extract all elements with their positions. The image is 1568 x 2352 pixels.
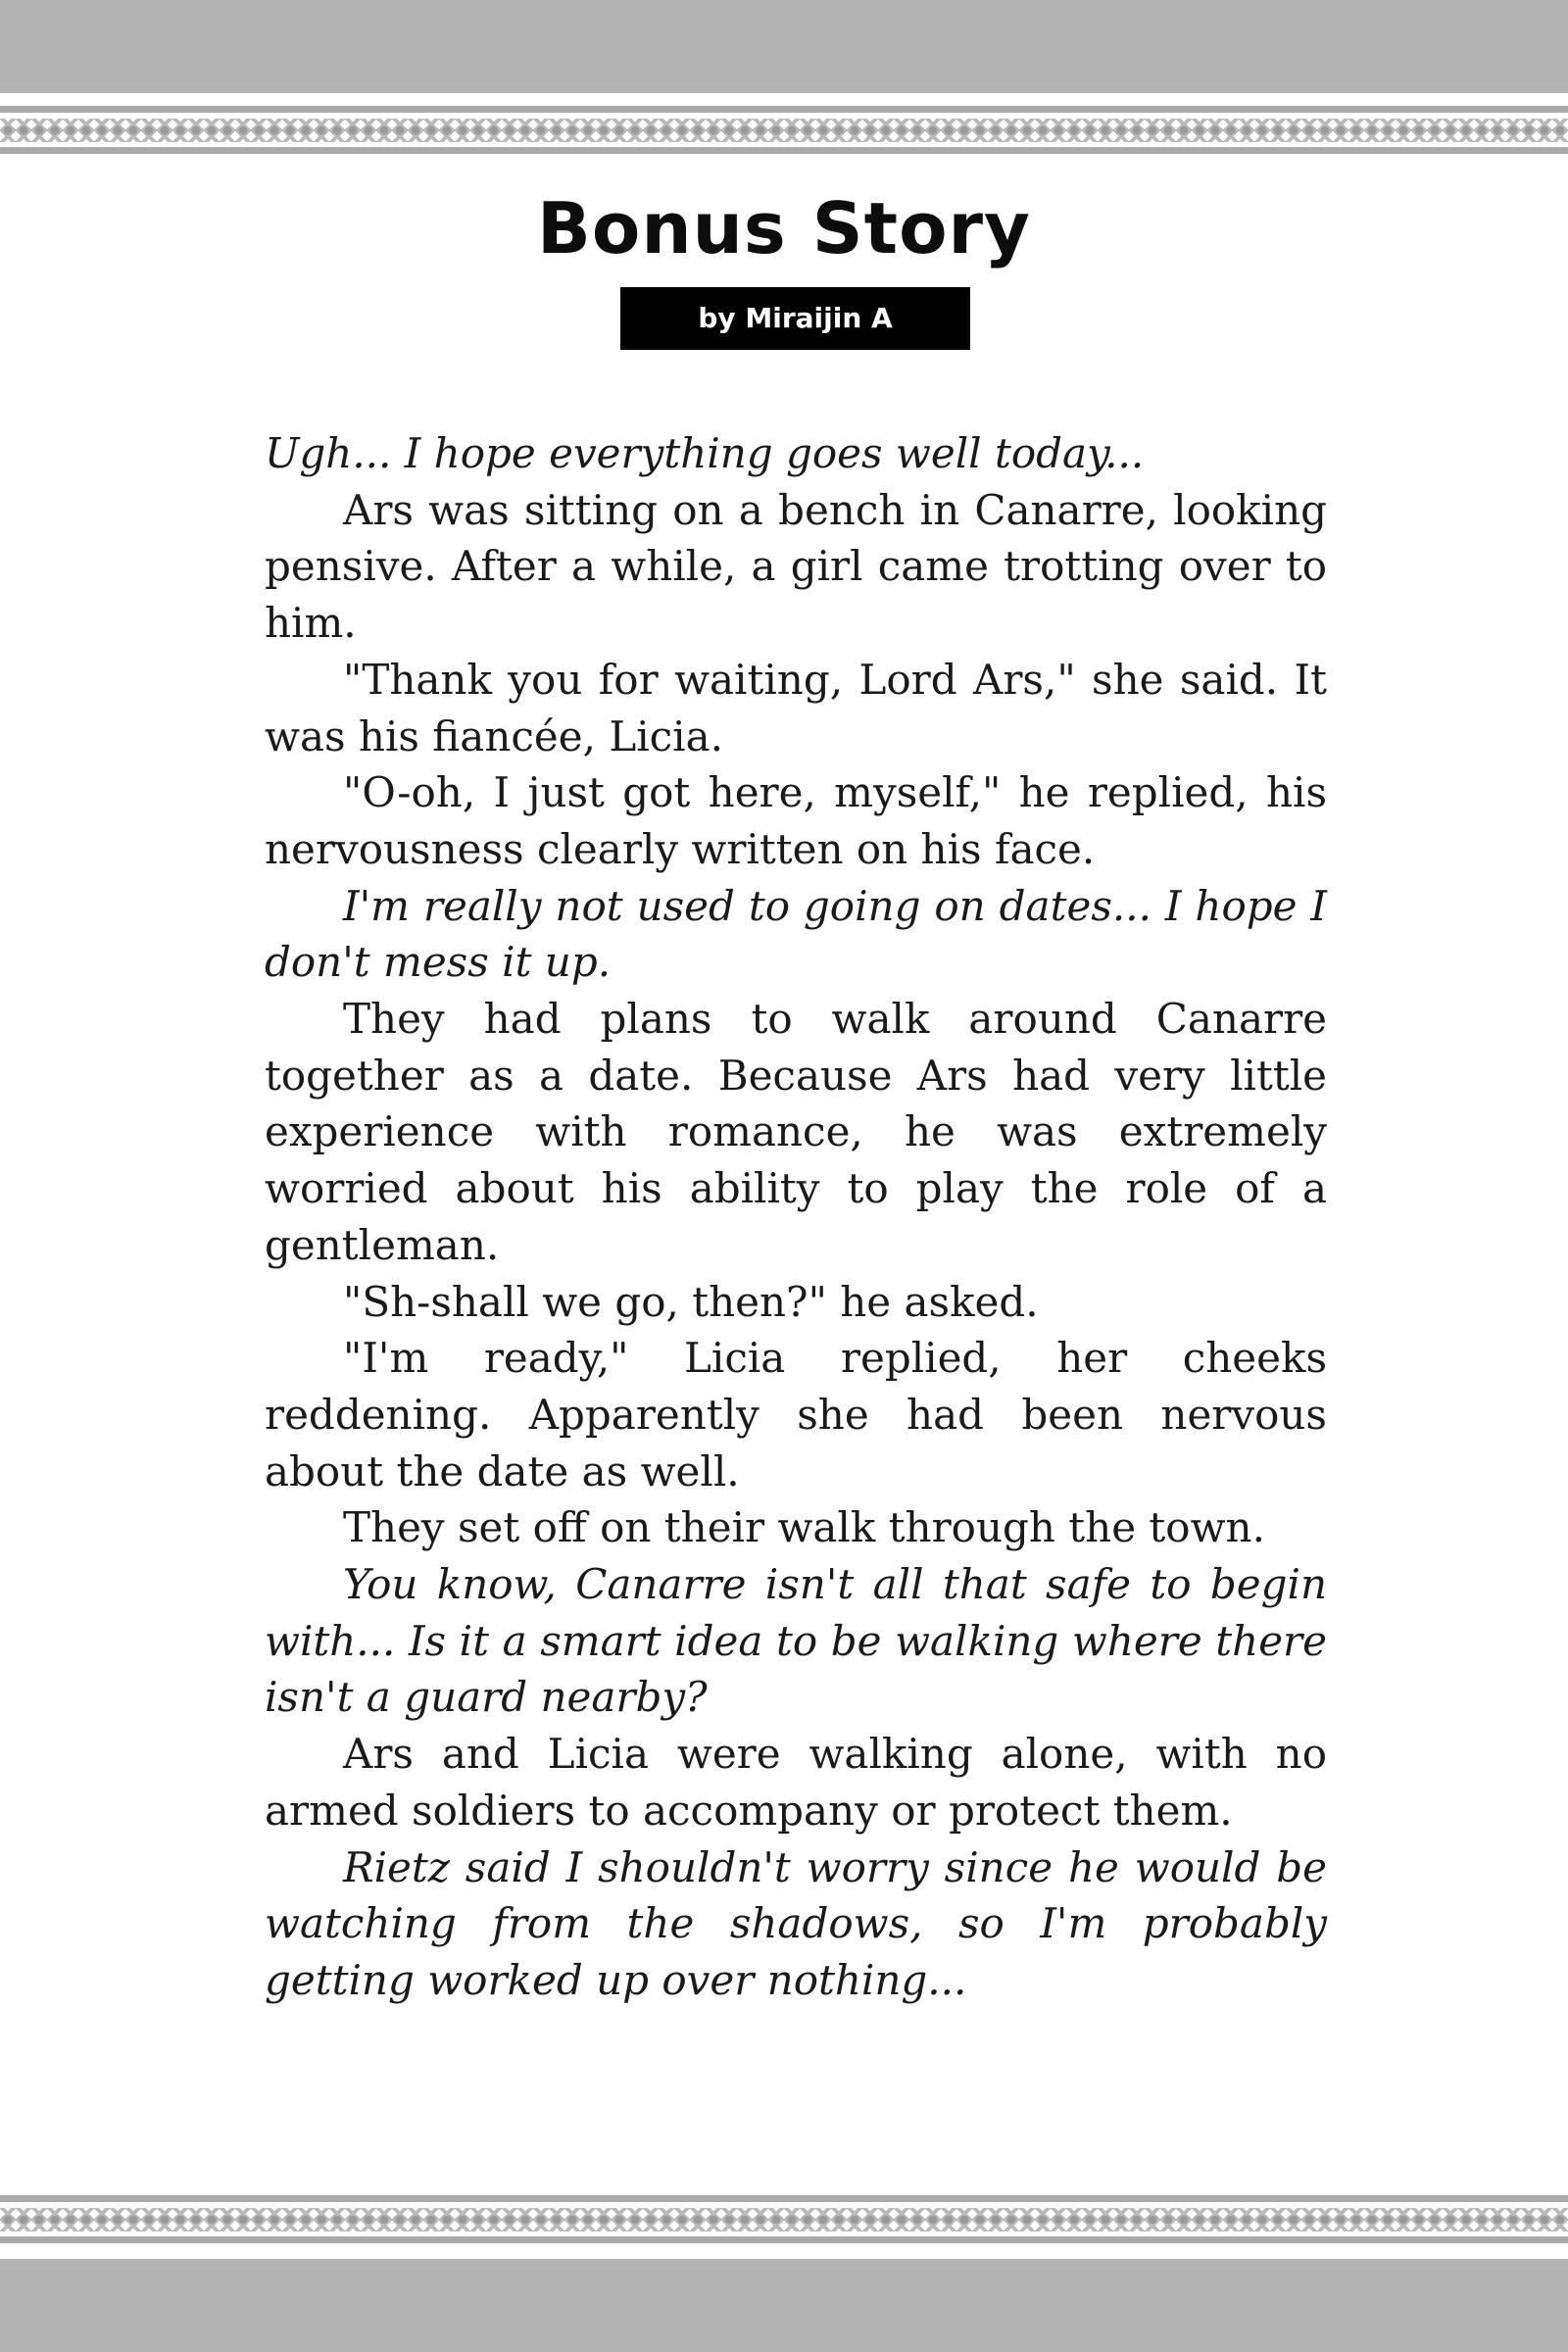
story-paragraph: Ars and Licia were walking alone, with no armed soldiers to accompany or protect them. — [265, 1730, 1327, 1835]
top-border-line — [0, 106, 1568, 113]
story-paragraph: Ars was sitting on a bench in Canarre, looking pensive. After a while, a girl came trotting over to him. — [265, 485, 1327, 648]
story-paragraph: Rietz said I shouldn't worry since he would be watching from the shadows, so I'm probably getting worked up over nothing... — [265, 1842, 1327, 2004]
story-paragraph: "Thank you for waiting, Lord Ars," she said. It was his fiancée, Licia. — [265, 655, 1327, 760]
story-paragraph: You know, Canarre isn't all that safe to begin with... Is it a smart idea to be walking where there isn't a guard nearby? — [265, 1560, 1327, 1722]
top-border-pattern — [0, 119, 1568, 142]
bottom-decorative-border — [0, 2195, 1568, 2246]
page-title: Bonus Story — [537, 187, 1031, 270]
story-paragraph: I'm really not used to going on dates... I hope I don't mess it up. — [265, 881, 1327, 987]
bottom-border-line — [0, 2195, 1568, 2202]
bottom-border-line — [0, 2236, 1568, 2243]
bottom-gray-band — [0, 2259, 1568, 2352]
story-body — [265, 425, 1327, 2009]
story-paragraph: Ugh... I hope everything goes well today... — [265, 429, 1145, 477]
story-paragraph: "Sh-shall we go, then?" he asked. — [343, 1277, 1039, 1326]
top-border-line — [0, 147, 1568, 154]
story-paragraph: "I'm ready," Licia replied, her cheeks reddening. Apparently she had been nervous about the date as well. — [265, 1334, 1327, 1495]
story-paragraph: They had plans to walk around Canarre together as a date. Because Ars had very little experience with romance, he was extremely worried about his ability to play the role of a gentleman. — [265, 995, 1327, 1269]
author-byline: by Miraijin A — [620, 287, 970, 350]
top-gray-band — [0, 0, 1568, 93]
top-decorative-border — [0, 106, 1568, 157]
story-paragraph: They set off on their walk through the town. — [343, 1503, 1265, 1552]
story-paragraph: "O-oh, I just got here, myself," he replied, his nervousness clearly written on his face. — [265, 768, 1327, 873]
bottom-border-pattern — [0, 2208, 1568, 2231]
